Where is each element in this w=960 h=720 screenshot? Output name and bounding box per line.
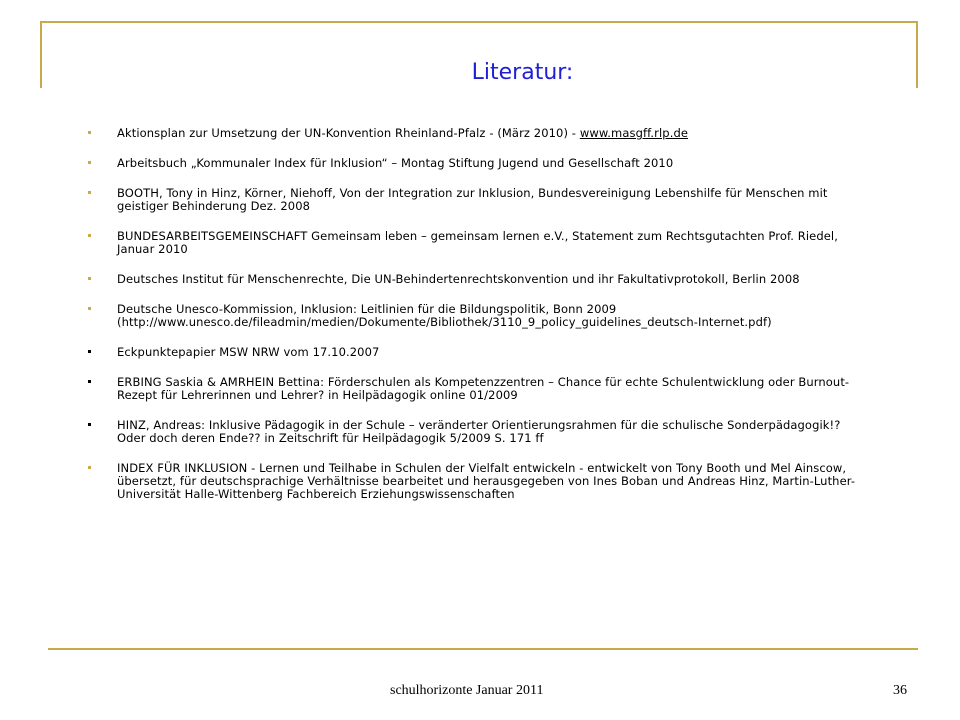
item-text: Aktionsplan zur Umsetzung der UN-Konvention Rheinland-Pfalz - (März 2010) - (117, 126, 580, 140)
item-text: ERBING Saskia & AMRHEIN Bettina: Förderschulen als Kompetenzzentren – Chance für echte Schulentwicklung oder Burnout-Rezept für Lehrerinnen und Lehrer? in Heilpädagogik online 01/2009 (117, 375, 850, 402)
item-text: Eckpunktepapier MSW NRW vom 17.10.2007 (117, 345, 380, 359)
bullet-icon (88, 277, 91, 280)
bullet-icon (88, 191, 91, 194)
literature-item (82, 419, 862, 445)
item-text: Deutsches Institut für Menschenrechte, Die UN-Behindertenrechtskonvention und ihr Fakultativprotokoll, Berlin 2008 (117, 272, 800, 286)
item-text: HINZ, Andreas: Inklusive Pädagogik in der Schule – veränderter Orientierungsrahmen für die schulische Sonderpädagogik!? Oder doch deren Ende?? in Zeitschrift für Heilpädagogik 5/2009 S. 171 ff (117, 418, 841, 445)
literature-item (82, 273, 862, 286)
literature-list (82, 127, 862, 501)
frame-top-line (40, 21, 918, 23)
slide-title: Literatur: (471, 60, 574, 85)
literature-item (82, 346, 862, 359)
bullet-icon (88, 131, 91, 134)
literature-item (82, 230, 862, 256)
item-text: INDEX FÜR INKLUSION - Lernen und Teilhabe in Schulen der Vielfalt entwickeln - entwickelt von Tony Booth und Mel Ainscow, übersetzt, für deutschsprachige Verhältnisse bearbeitet und herausgegeben von Ines Boban und Andreas Hinz, Martin-Luther-Universität Halle-Wittenberg Fachbereich Erziehungswissenschaften (117, 461, 856, 501)
bullet-icon (88, 234, 91, 237)
page-number: 36 (893, 683, 907, 698)
bullet-icon (88, 307, 91, 310)
bullet-icon (88, 380, 91, 383)
literature-item (82, 303, 862, 329)
bullet-icon (88, 466, 91, 469)
literature-item (82, 376, 862, 402)
item-text: BUNDESARBEITSGEMEINSCHAFT Gemeinsam leben – gemeinsam lernen e.V., Statement zum Rechtsgutachten Prof. Riedel, Januar 2010 (117, 229, 838, 256)
item-text: Arbeitsbuch „Kommunaler Index für Inklusion“ – Montag Stiftung Jugend und Gesellschaft 2010 (117, 156, 674, 170)
item-text: Deutsche Unesco-Kommission, Inklusion: Leitlinien für die Bildungspolitik, Bonn 2009 (http://www.unesco.de/fileadmin/medien/Dokumente/Bibliothek/3110_9_policy_guidelines_deutsch-Internet.pdf) (117, 302, 772, 329)
literature-item (82, 157, 862, 170)
literature-item (82, 127, 862, 140)
bullet-icon (88, 350, 91, 353)
literature-item (82, 187, 862, 213)
literature-item (82, 462, 862, 501)
frame-bottom-line (48, 648, 918, 650)
item-text: BOOTH, Tony in Hinz, Körner, Niehoff, Von der Integration zur Inklusion, Bundesvereinigung Lebenshilfe für Menschen mit geistiger Behinderung Dez. 2008 (117, 186, 828, 213)
item-link[interactable]: www.masgff.rlp.de (579, 126, 689, 140)
bullet-icon (88, 423, 91, 426)
footer-label: schulhorizonte Januar 2011 (390, 683, 544, 698)
bullet-icon (88, 161, 91, 164)
